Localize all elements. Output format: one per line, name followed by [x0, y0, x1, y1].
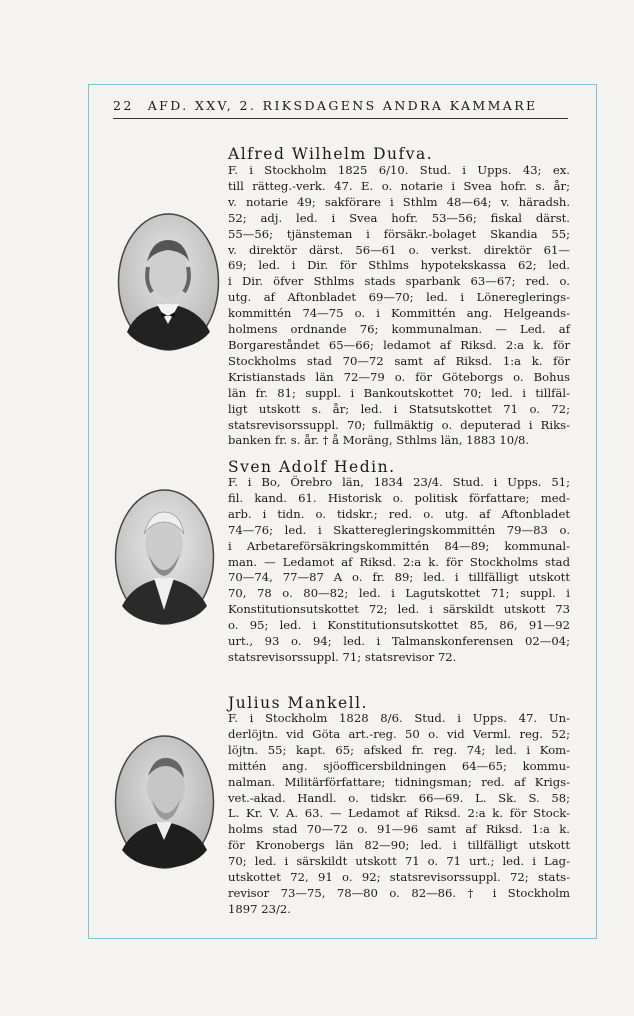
- bio-line: Stockholms stad 70—72 samt af Riksd. 1:a k. för: [228, 353, 570, 368]
- bio-line: 70; led. i särskildt utskott 71 o. 71 urt.; led. i Lag-: [228, 854, 570, 869]
- bio-line: man. — Ledamot af Riksd. 2:a k. för Stockholms stad: [228, 554, 570, 569]
- page-number: 22: [113, 98, 134, 113]
- bio-line: banken fr. s. år. † å Moräng, Sthlms län, 1883 10/8.: [228, 433, 530, 448]
- running-header: [113, 98, 568, 113]
- bio-line: nalman. Militärförfattare; tidningsman; red. af Krigs-: [228, 774, 570, 789]
- bio-line: 70—74, 77—87 A o. fr. 89; led. i tillfälligt utskott: [228, 570, 570, 585]
- bio-line: Kristianstads län 72—79 o. för Göteborgs o. Bohus: [228, 369, 570, 384]
- portrait-dufva: [117, 212, 220, 352]
- bio-line: urt., 93 o. 94; led. i Talmanskonferensen 02—04;: [228, 634, 570, 649]
- header-rule: [113, 118, 568, 119]
- bio-line: utg. af Aftonbladet 69—70; led. i Lönereglerings-: [228, 290, 570, 305]
- bio-line: mittén ang. sjöofficersbildningen 64—65; kommu-: [228, 758, 570, 773]
- bio-line: derlöjtn. vid Göta art.-reg. 50 o. vid Verml. reg. 52;: [228, 726, 570, 741]
- bio-line: statsrevisorssuppl. 70; fullmäktig o. deputerad i Riks-: [228, 417, 570, 432]
- bio-line: 74—76; led. i Skatteregleringskommittén 79—83 o.: [228, 522, 570, 537]
- bio-line: F. i Stockholm 1825 6/10. Stud. i Upps. 43; ex.: [228, 163, 570, 177]
- entry-bio-mankell: [228, 711, 570, 918]
- bio-line: län fr. 81; suppl. i Bankoutskottet 70; led. i tillfäl-: [228, 385, 570, 400]
- bio-line: 52; adj. led. i Svea hofr. 53—56; fiskal därst.: [228, 210, 570, 225]
- bio-line: holms stad 70—72 o. 91—96 samt af Riksd. 1:a k.: [228, 822, 570, 837]
- bio-line: utskottet 72, 91 o. 92; statsrevisorssuppl. 72; stats-: [228, 870, 570, 885]
- entry-name-hedin: Sven Adolf Hedin.: [228, 458, 396, 476]
- bio-line: arb. i tidn. o. tidskr.; red. o. utg. af Aftonbladet: [228, 506, 570, 521]
- bio-line: holmens ordnande 76; kommunalman. — Led. af: [228, 322, 570, 337]
- bio-line: till rätteg.-verk. 47. E. o. notarie i Svea hofr. s. år;: [228, 178, 570, 193]
- bio-line: v. notarie 49; sakförare i Sthlm 48—64; v. häradsh.: [228, 194, 570, 209]
- bio-line: kommittén 74—75 o. i Kommittén ang. Helgeands-: [228, 306, 570, 321]
- entry-name-dufva: Alfred Wilhelm Dufva.: [228, 145, 434, 163]
- running-title: AFD. XXV, 2. RIKSDAGENS ANDRA KAMMARE: [147, 98, 538, 113]
- bio-line: F. i Stockholm 1828 8/6. Stud. i Upps. 47. Un-: [228, 711, 570, 725]
- bio-line: 55—56; tjänsteman i försäkr.-bolaget Skandia 55;: [228, 226, 570, 241]
- bio-line: 70, 78 o. 80—82; led. i Lagutskottet 71; suppl. i: [228, 586, 570, 601]
- bio-line: F. i Bo, Örebro län, 1834 23/4. Stud. i Upps. 51;: [228, 475, 570, 489]
- bio-line: i Arbetareförsäkringskommittén 84—89; kommunal-: [228, 538, 570, 553]
- bio-line: L. Kr. V. A. 63. — Ledamot af Riksd. 2:a k. för Stock-: [228, 806, 570, 821]
- bio-line: Borgareståndet 65—66; ledamot af Riksd. 2:a k. för: [228, 337, 570, 352]
- entry-name-mankell: Julius Mankell.: [228, 694, 368, 712]
- bio-line: ligt utskott s. år; led. i Statsutskottet 71 o. 72;: [228, 401, 570, 416]
- portrait-mankell: [114, 734, 215, 870]
- bio-line: löjtn. 55; kapt. 65; afsked fr. reg. 74; led. i Kom-: [228, 742, 570, 757]
- entry-bio-dufva: [228, 163, 570, 449]
- bio-line: statsrevisorssuppl. 71; statsrevisor 72.: [228, 649, 457, 664]
- bio-line: 1897 23/2.: [228, 901, 291, 916]
- bio-line: för Kronobergs län 82—90; led. i tillfälligt utskott: [228, 838, 570, 853]
- bio-line: fil. kand. 61. Historisk o. politisk författare; med-: [228, 490, 570, 505]
- bio-line: o. 95; led. i Konstitutionsutskottet 85, 86, 91—92: [228, 618, 570, 633]
- bio-line: v. direktör därst. 56—61 o. verkst. direktör 61—: [228, 242, 570, 257]
- portrait-hedin: [114, 488, 215, 626]
- bio-line: vet.-akad. Handl. o. tidskr. 66—69. L. Sk. S. 58;: [228, 790, 570, 805]
- bio-line: revisor 73—75, 78—80 o. 82—86. † i Stockholm: [228, 885, 570, 900]
- bio-line: 69; led. i Dir. för Sthlms hypotekskassa 62; led.: [228, 258, 570, 273]
- entry-bio-hedin: [228, 475, 570, 666]
- bio-line: i Dir. öfver Sthlms stads sparbank 63—67; red. o.: [228, 274, 570, 289]
- bio-line: Konstitutionsutskottet 72; led. i särskildt utskott 73: [228, 602, 570, 617]
